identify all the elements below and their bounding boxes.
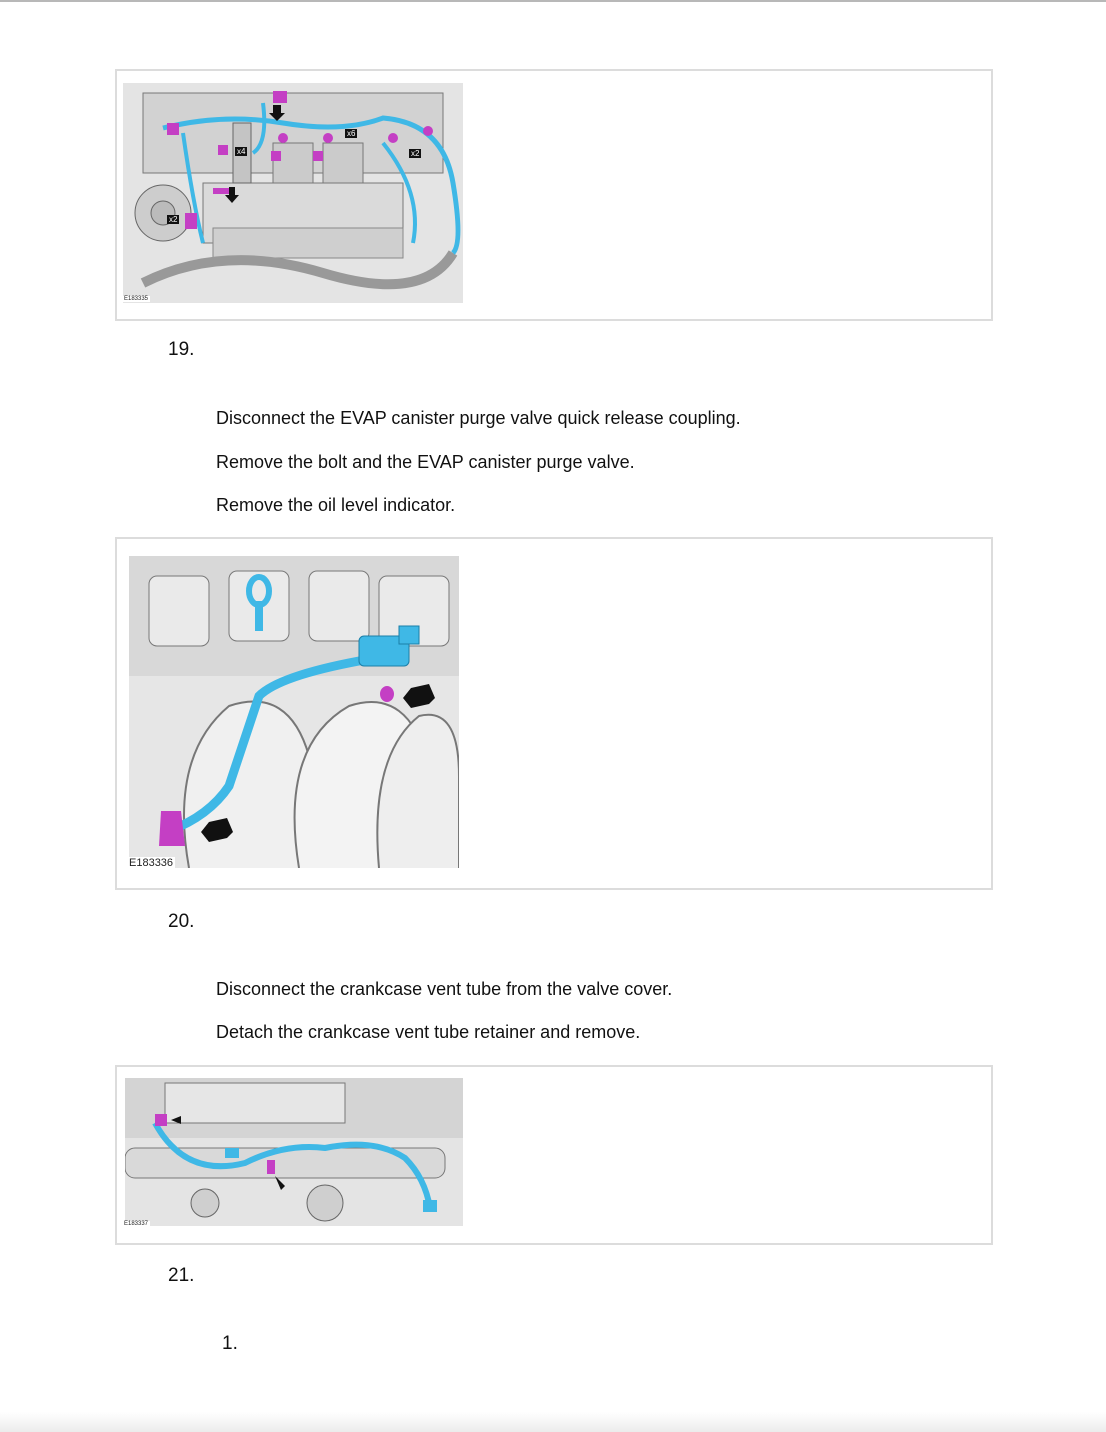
callout-label: x4 <box>237 147 246 156</box>
callout-label: x2 <box>411 149 420 158</box>
page-bottom-shade <box>0 1412 1106 1432</box>
engine-illustration-2 <box>129 556 459 868</box>
figure-box-1 <box>115 69 993 321</box>
figure-id-label: E183337 <box>124 1221 149 1227</box>
callout-label: x2 <box>169 215 178 224</box>
sub-step-number: 1. <box>222 1333 238 1354</box>
step-instruction: Disconnect the crankcase vent tube from the valve cover. <box>216 979 673 999</box>
figure-box-2 <box>115 537 993 890</box>
step-instruction: Remove the oil level indicator. <box>216 495 456 515</box>
step-instruction: Detach the crankcase vent tube retainer and remove. <box>216 1022 641 1042</box>
step-number: 19. <box>168 339 195 360</box>
step-number: 20. <box>168 911 195 932</box>
step-instruction: Disconnect the EVAP canister purge valve quick release coupling. <box>216 408 741 428</box>
figure-id-label: E183335 <box>124 296 149 302</box>
figure-id-label: E183336 <box>129 857 174 869</box>
step-number: 21. <box>168 1265 195 1286</box>
engine-illustration-3 <box>125 1078 463 1226</box>
callout-label: x6 <box>347 129 356 138</box>
engine-illustration-1 <box>123 83 463 303</box>
page-top-border <box>0 0 1106 2</box>
step-instruction: Remove the bolt and the EVAP canister purge valve. <box>216 452 635 472</box>
figure-box-3 <box>115 1065 993 1245</box>
